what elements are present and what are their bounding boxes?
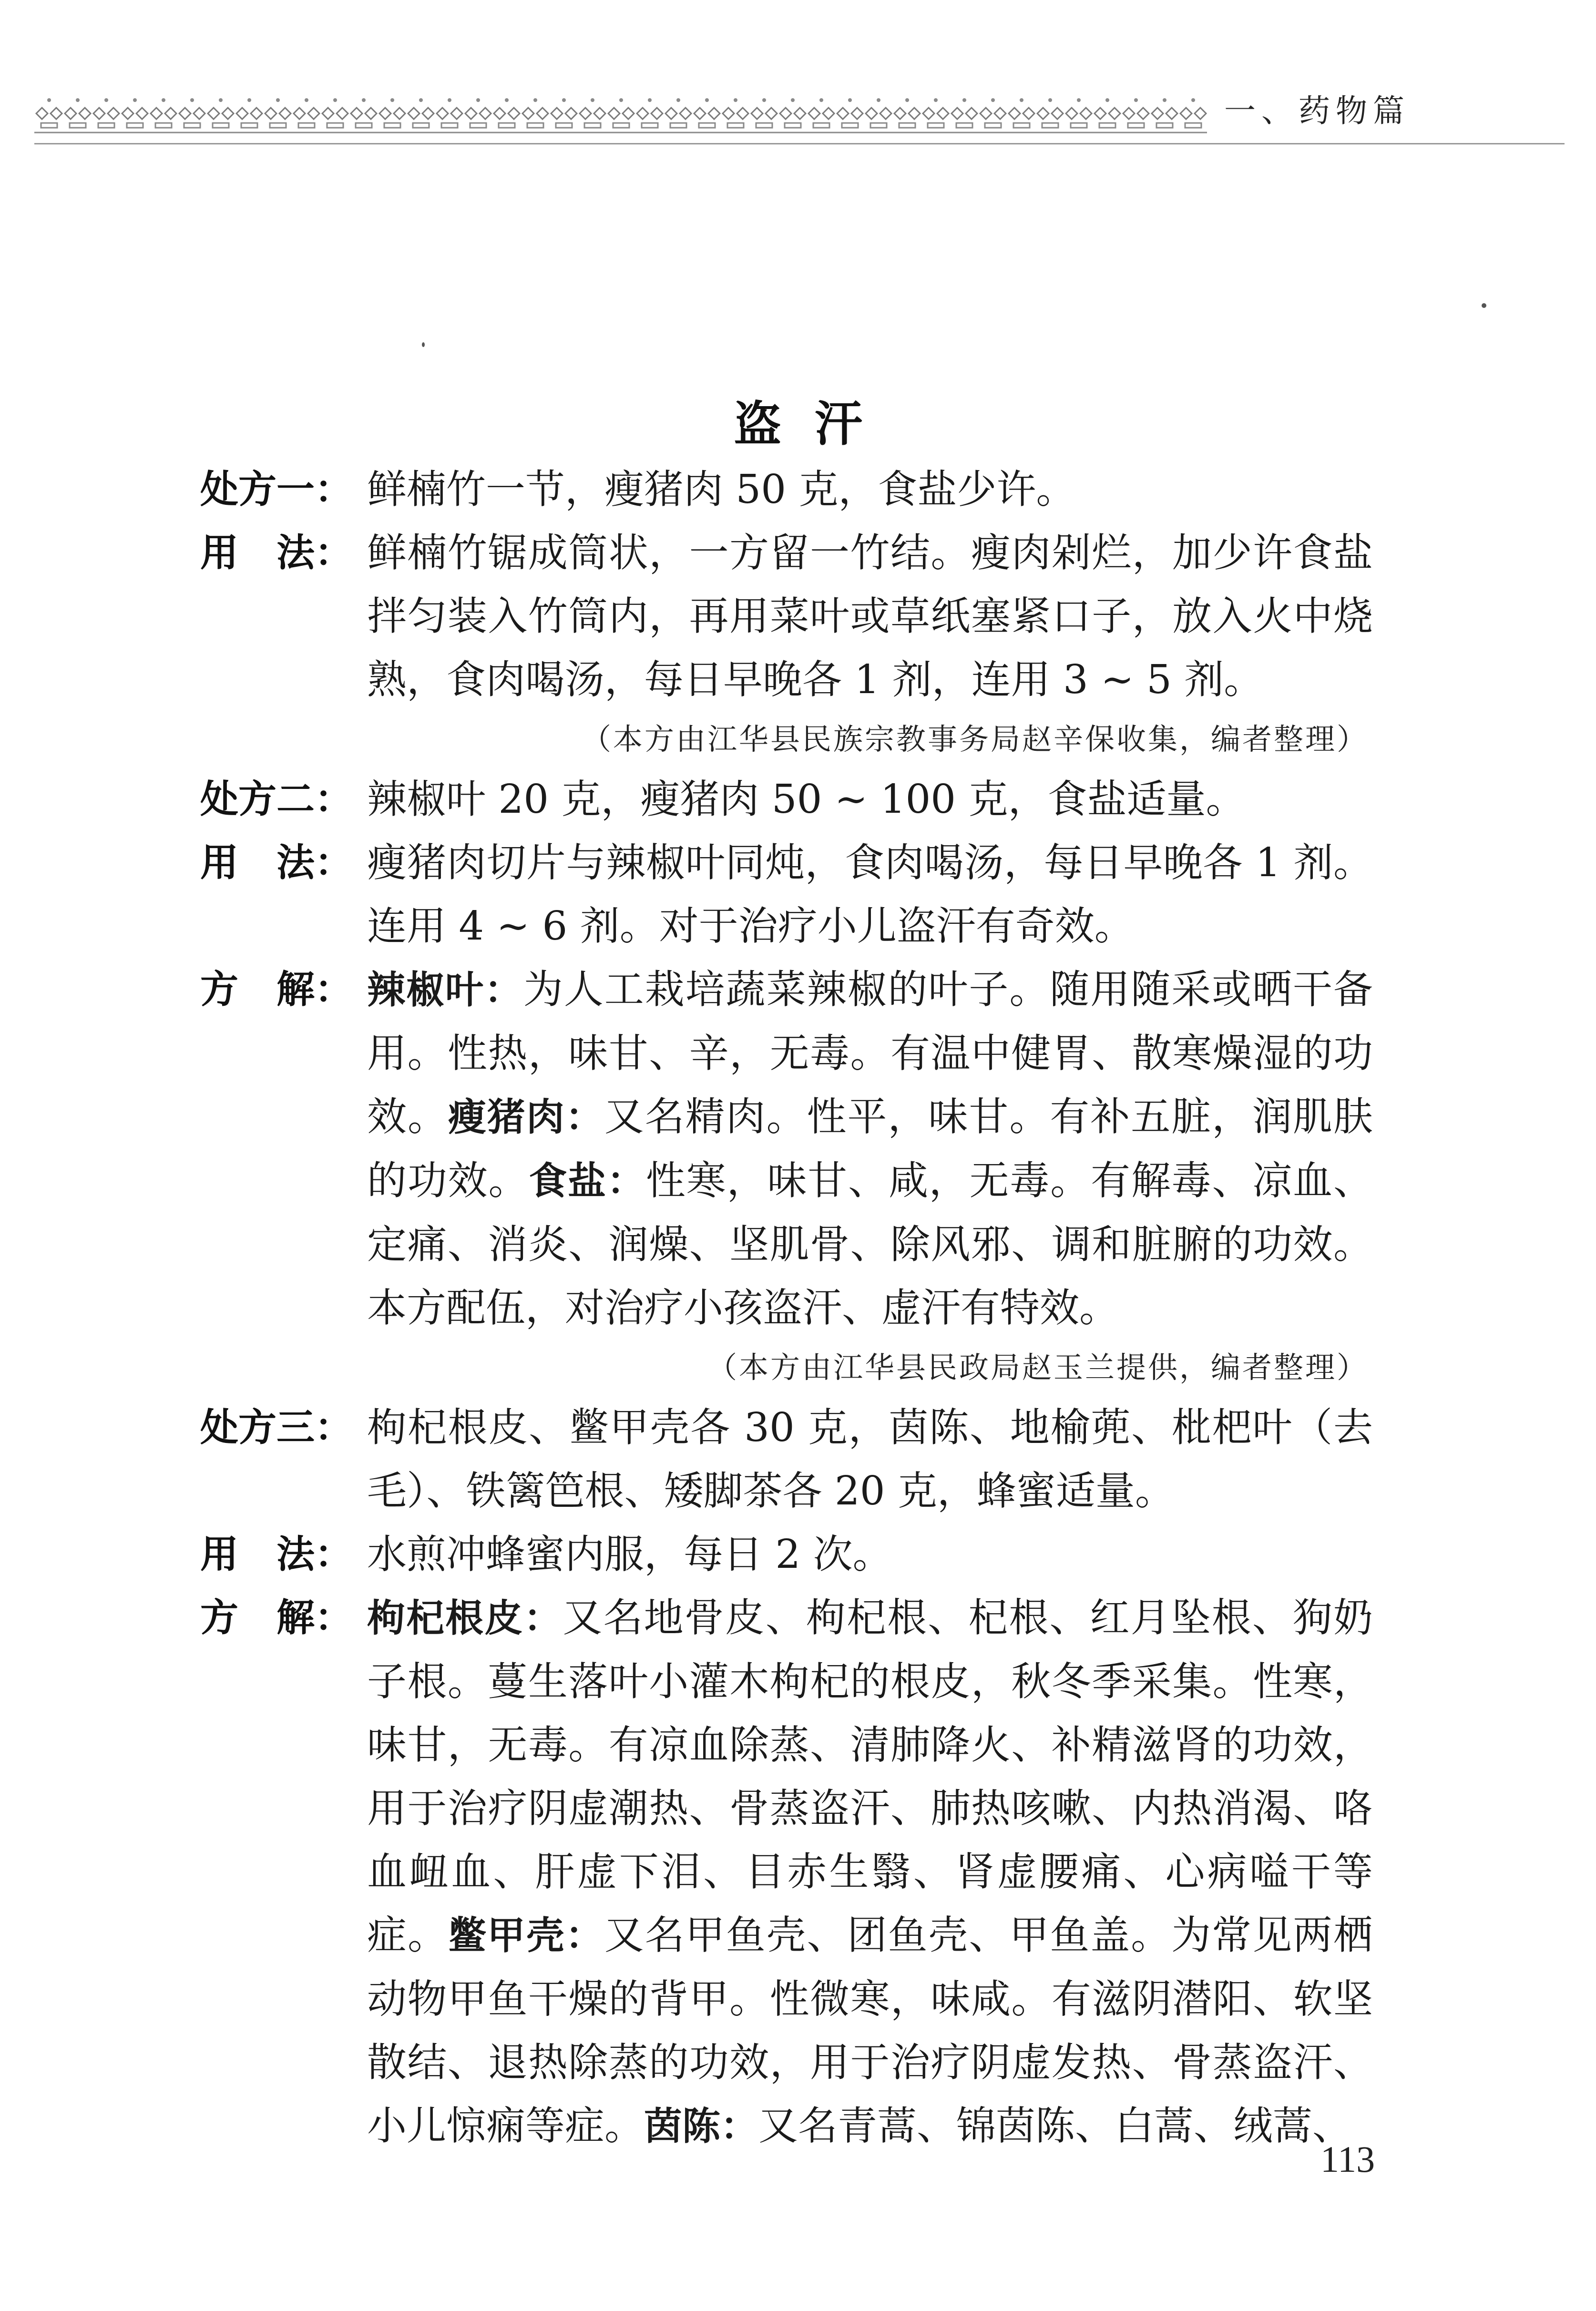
entry-paragraph bbox=[200, 767, 1373, 831]
ingredient-term: 鳖甲壳： bbox=[448, 1913, 604, 1958]
entry-label: 处方二： bbox=[200, 777, 353, 821]
entry-label: 方 解： bbox=[200, 967, 353, 1012]
text-run: 鲜楠竹锯成筒状，一方留一竹结。瘦肉剁烂，加少许食盐拌匀装入竹筒内，再用菜叶或草纸塞紧口子，放入火中烧熟，食肉喝汤，每日早晚各 1 剂，连用 3 ~ 5 剂。 bbox=[367, 530, 1373, 703]
text-run: 鲜楠竹一节，瘦猪肉 50 克，食盐少许。 bbox=[367, 466, 1076, 512]
text-run: 性寒，味甘、咸，无毒。有解毒、凉血、定痛、消炎、润燥、坚肌骨、除风邪、调和脏腑的功效。本方配伍，对治疗小孩盗汗、虚汗有特效。 bbox=[367, 1157, 1373, 1331]
entry-text bbox=[367, 767, 1373, 831]
entry-label: 用 法： bbox=[200, 1532, 353, 1576]
entry-text bbox=[367, 521, 1373, 711]
entry-paragraph bbox=[200, 1586, 1373, 2158]
entry-text bbox=[367, 1523, 1373, 1586]
ingredient-term: 茵陈： bbox=[644, 2104, 758, 2148]
header-rule bbox=[34, 143, 1565, 144]
text-run: 辣椒叶 20 克，瘦猪肉 50 ~ 100 克，食盐适量。 bbox=[367, 776, 1246, 822]
entry-label: 用 法： bbox=[200, 531, 353, 575]
entry-text bbox=[367, 831, 1373, 958]
text-run: 又名甲鱼壳、团鱼壳、甲鱼盖。为常见两栖动物甲鱼干燥的背甲。性微寒，味咸。有滋阴潜阳、软坚散结、退热除蒸的功效，用于治疗阴虚发热、骨蒸盗汗、小儿惊痫等症。 bbox=[367, 1912, 1373, 2149]
text-run: 又名地骨皮、枸杞根、杞根、红月坠根、狗奶子根。蔓生落叶小灌木枸杞的根皮，秋冬季采集。性寒，味甘，无毒。有凉血除蒸、清肺降火、补精滋肾的功效，用于治疗阴虚潮热、骨蒸盗汗、肺热咳嗽、内热消渴、咯血衄血、肝虚下泪、目赤生翳、肾虚腰痛、心病嗌干等症。 bbox=[367, 1595, 1373, 1958]
entry-text bbox=[367, 958, 1373, 1340]
entry-paragraph bbox=[200, 831, 1373, 958]
entry-text bbox=[367, 1586, 1373, 2158]
entry-label: 方 解： bbox=[200, 1595, 353, 1640]
text-run: 为人工栽培蔬菜辣椒的叶子。随用随采或晒干备用。性热，味甘、辛，无毒。有温中健胃、散寒燥湿的功效。 bbox=[367, 966, 1373, 1140]
section-title: 盗 汗 bbox=[734, 396, 862, 452]
running-head: 一、药物篇 bbox=[1224, 92, 1410, 129]
scan-speck bbox=[1482, 303, 1486, 308]
entry-paragraph bbox=[200, 1523, 1373, 1586]
text-run: 又名精肉。性平，味甘。有补五脏，润肌肤的功效。 bbox=[367, 1094, 1373, 1204]
entry-text bbox=[367, 1396, 1373, 1523]
document-body bbox=[200, 458, 1373, 2158]
text-run: 枸杞根皮、鳖甲壳各 30 克，茵陈、地榆蔸、枇杷叶（去毛）、铁篱笆根、矮脚茶各 20 克，蜂蜜适量。 bbox=[367, 1404, 1373, 1514]
ingredient-term: 枸杞根皮： bbox=[367, 1596, 563, 1640]
source-note: （本方由江华县民政局赵玉兰提供，编者整理） bbox=[707, 1350, 1368, 1385]
page-number: 113 bbox=[1320, 2138, 1375, 2180]
header-ornament-band bbox=[34, 91, 1207, 133]
ingredient-term: 辣椒叶： bbox=[367, 968, 523, 1012]
entry-label: 用 法： bbox=[200, 840, 353, 885]
entry-label: 处方三： bbox=[200, 1405, 353, 1450]
entry-paragraph bbox=[200, 458, 1373, 521]
text-run: 又名青蒿、锦茵陈、白蒿、绒蒿、 bbox=[758, 2103, 1352, 2149]
text-run: 水煎冲蜂蜜内服，每日 2 次。 bbox=[367, 1531, 892, 1577]
entry-label: 处方一： bbox=[200, 467, 353, 511]
entry-paragraph bbox=[200, 958, 1373, 1340]
ingredient-term: 食盐： bbox=[529, 1159, 646, 1203]
entry-paragraph bbox=[200, 1396, 1373, 1523]
entry-paragraph bbox=[200, 521, 1373, 711]
source-note: （本方由江华县民族宗教事务局赵辛保收集，编者整理） bbox=[581, 722, 1368, 757]
text-run: 瘦猪肉切片与辣椒叶同炖，食肉喝汤，每日早晚各 1 剂。连用 4 ~ 6 剂。对于治疗小儿盗汗有奇效。 bbox=[367, 839, 1373, 949]
scan-speck bbox=[422, 342, 425, 347]
entry-text bbox=[367, 458, 1373, 521]
ingredient-term: 瘦猪肉： bbox=[448, 1095, 604, 1139]
